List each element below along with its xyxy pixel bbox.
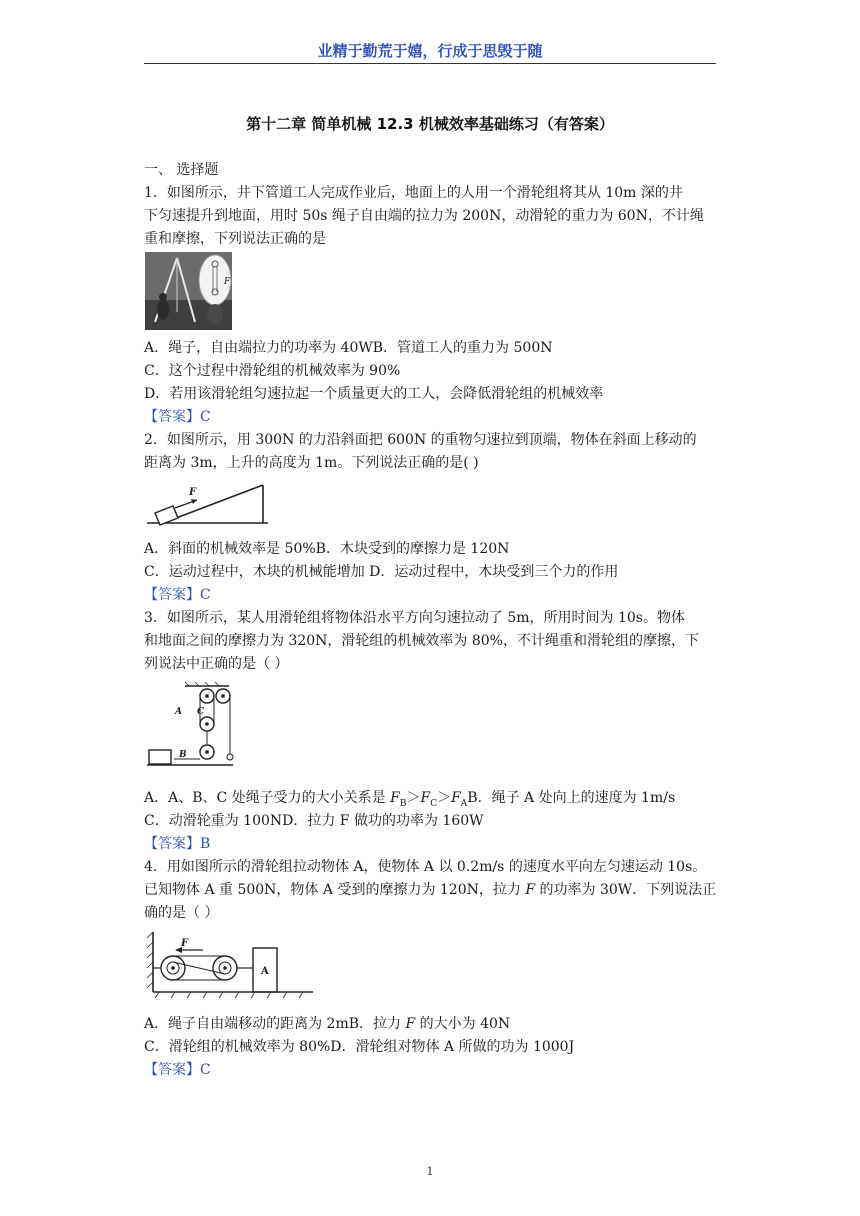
q2-line-1: 2．如图所示，用 300N 的力沿斜面把 600N 的重物匀速拉到顶端，物体在斜面上移动的: [144, 432, 697, 448]
q1-answer-value: C: [200, 409, 211, 425]
q1-line-3: 重和摩擦，下列说法正确的是: [144, 231, 326, 247]
q4-pulley-figure: [145, 928, 315, 1000]
q2-line-2: 距离为 3m，上升的高度为 1m。下列说法正确的是( ): [144, 455, 479, 471]
q4-line-3: 确的是（ ）: [144, 905, 219, 921]
q1-answer-label: 【答案】: [144, 409, 200, 425]
q2-answer-label: 【答案】: [144, 587, 200, 603]
q4-answer-value: C: [200, 1062, 211, 1078]
q2-answer-value: C: [200, 587, 211, 603]
q3-option-cd: C．动滑轮重为 100ND．拉力 F 做功的功率为 160W: [144, 813, 484, 829]
header-divider: [144, 63, 716, 64]
q4-fig-force-label: F: [181, 938, 189, 949]
q4-line-2-pre: 已知物体 A 重 500N，物体 A 受到的摩擦力为 120N，拉力: [144, 882, 526, 898]
section-heading: 一、 选择题: [144, 162, 219, 178]
q1-option-d: D．若用该滑轮组匀速拉起一个质量更大的工人，会降低滑轮组的机械效率: [144, 386, 604, 402]
q1-answer: [144, 409, 211, 425]
q4-answer-label: 【答案】: [144, 1062, 200, 1078]
q3-sub-b: B: [399, 798, 407, 809]
q3-answer-value: B: [200, 836, 211, 852]
q3-fig-label-c: C: [197, 707, 205, 717]
q4-option-a-pre: A．绳子自由端移动的距离为 2mB．拉力: [144, 1016, 406, 1032]
q1-line-2: 下匀速提升到地面，用时 50s 绳子自由端的拉力为 200N，动滑轮的重力为 60N，不计绳: [144, 208, 704, 224]
q1-option-ab: A．绳子，自由端拉力的功率为 40WB．管道工人的重力为 500N: [144, 340, 553, 356]
q3-gt-1: ＞: [406, 790, 421, 806]
q3-sub-a: A: [460, 798, 468, 809]
q1-option-c: C．这个过程中滑轮组的机械效率为 90%: [144, 363, 401, 379]
q3-fig-label-a: A: [175, 707, 182, 717]
q4-option-ab: [144, 1016, 510, 1032]
q4-line-1: 4．用如图所示的滑轮组拉动物体 A，使物体 A 以 0.2m/s 的速度水平向左匀速运动 10s。: [144, 859, 707, 875]
q4-line-2: [144, 882, 716, 898]
page-number: 1: [426, 1165, 434, 1178]
q2-option-cd: C．运动过程中，木块的机械能增加 D．运动过程中，木块受到三个力的作用: [144, 564, 619, 580]
q3-option-a-pre: A．A、B、C 处绳子受力的大小关系是: [144, 790, 391, 806]
q1-fig-force-label: F: [224, 277, 231, 287]
q3-f-symbol-1: F: [390, 790, 400, 806]
q3-answer-label: 【答案】: [144, 836, 200, 852]
q3-option-b-post: B．绳子 A 处向上的速度为 1m/s: [467, 790, 676, 806]
q3-f-symbol-3: F: [451, 790, 461, 806]
q3-line-2: 和地面之间的摩擦力为 320N，滑轮组的机械效率为 80%，不计绳重和滑轮组的摩擦，下: [144, 633, 699, 649]
q4-option-cd: C．滑轮组的机械效率为 80%D．滑轮组对物体 A 所做的功为 1000J: [144, 1039, 575, 1055]
q1-line-1: 1．如图所示，井下管道工人完成作业后，地面上的人用一个滑轮组将其从 10m 深的井: [144, 185, 683, 201]
q4-line-2-post: 的功率为 30W．下列说法正: [535, 882, 717, 898]
q4-fig-block-label: A: [261, 966, 269, 977]
q3-option-ab: [144, 790, 675, 812]
q3-line-1: 3．如图所示，某人用滑轮组将物体沿水平方向匀速拉动了 5m，所用时间为 10s。物体: [144, 610, 685, 626]
q3-gt-2: ＞: [437, 790, 452, 806]
q3-f-symbol-2: F: [420, 790, 431, 806]
document-title: 第十二章 简单机械 12.3 机械效率基础练习（有答案）: [246, 115, 614, 133]
q3-line-3: 列说法中正确的是（ ）: [144, 656, 289, 672]
header-motto: 业精于勤荒于嬉，行成于思毁于随: [317, 42, 543, 60]
q3-answer: [144, 836, 210, 852]
q2-fig-force-label: F: [189, 487, 197, 498]
q3-sub-c: C: [430, 798, 438, 809]
q4-option-b-post: 的大小为 40N: [415, 1016, 511, 1032]
q3-pulley-figure: [145, 680, 235, 770]
q2-answer: [144, 587, 211, 603]
q3-fig-label-b: B: [179, 750, 187, 760]
q4-f-symbol-2: F: [405, 1016, 416, 1032]
q2-option-ab: A．斜面的机械效率是 50%B．木块受到的摩擦力是 120N: [144, 541, 510, 557]
q4-f-symbol-1: F: [525, 882, 536, 898]
q1-photo-figure: [145, 252, 232, 330]
q4-answer: [144, 1062, 211, 1078]
q2-incline-figure: [145, 480, 270, 526]
